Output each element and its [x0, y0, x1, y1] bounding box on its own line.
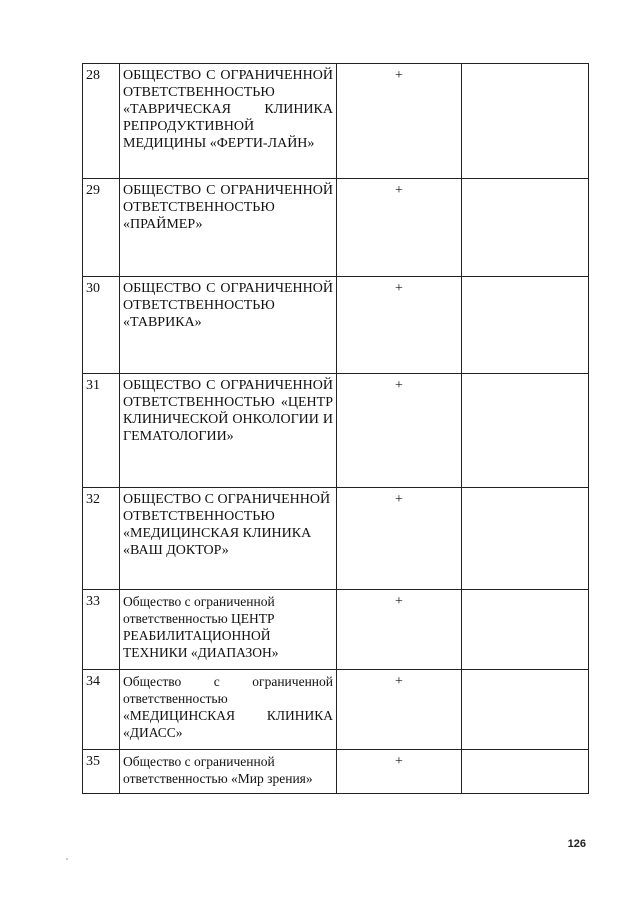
empty-cell	[462, 179, 589, 277]
row-number: 29	[83, 179, 120, 277]
empty-cell	[462, 374, 589, 488]
table-row	[83, 179, 589, 277]
table-row	[83, 750, 589, 794]
row-number: 30	[83, 277, 120, 374]
plus-mark: +	[337, 277, 462, 374]
organization-name: ОБЩЕСТВО С ОГРАНИЧЕННОЙ ОТВЕТСТВЕННОСТЬЮ «ТАВРИКА»	[120, 277, 337, 374]
empty-cell	[462, 64, 589, 179]
row-number: 35	[83, 750, 120, 794]
organization-name: ОБЩЕСТВО С ОГРАНИЧЕННОЙ ОТВЕТСТВЕННОСТЬЮ «ЦЕНТР КЛИНИЧЕСКОЙ ОНКОЛОГИИ И ГЕМАТОЛОГИИ»	[120, 374, 337, 488]
organization-name: ОБЩЕСТВО С ОГРАНИЧЕННОЙ ОТВЕТСТВЕННОСТЬЮ «МЕДИЦИНСКАЯ КЛИНИКА «ВАШ ДОКТОР»	[120, 488, 337, 590]
organizations-table	[82, 63, 589, 794]
organization-name: Общество с ограниченной ответственностью «МЕДИЦИНСКАЯ КЛИНИКА «ДИАСС»	[120, 670, 337, 750]
organization-name: Общество с ограниченной ответственностью ЦЕНТР РЕАБИЛИТАЦИОННОЙ ТЕХНИКИ «ДИАПАЗОН»	[120, 590, 337, 670]
organization-name: ОБЩЕСТВО С ОГРАНИЧЕННОЙ ОТВЕТСТВЕННОСТЬЮ «ТАВРИЧЕСКАЯ КЛИНИКА РЕПРОДУКТИВНОЙ МЕДИЦИНЫ «ФЕРТИ-ЛАЙН»	[120, 64, 337, 179]
table-row	[83, 374, 589, 488]
plus-mark: +	[337, 374, 462, 488]
organization-name: Общество с ограниченной ответственностью «Мир зрения»	[120, 750, 337, 794]
page-number: 126	[567, 838, 586, 850]
plus-mark: +	[337, 179, 462, 277]
empty-cell	[462, 750, 589, 794]
empty-cell	[462, 670, 589, 750]
plus-mark: +	[337, 750, 462, 794]
row-number: 28	[83, 64, 120, 179]
table-row	[83, 488, 589, 590]
row-number: 31	[83, 374, 120, 488]
empty-cell	[462, 488, 589, 590]
plus-mark: +	[337, 590, 462, 670]
row-number: 34	[83, 670, 120, 750]
organization-name: ОБЩЕСТВО С ОГРАНИЧЕННОЙ ОТВЕТСТВЕННОСТЬЮ «ПРАЙМЕР»	[120, 179, 337, 277]
table-row	[83, 277, 589, 374]
scan-speck	[66, 858, 68, 860]
row-number: 33	[83, 590, 120, 670]
plus-mark: +	[337, 64, 462, 179]
table-row	[83, 670, 589, 750]
table-row	[83, 64, 589, 179]
empty-cell	[462, 277, 589, 374]
row-number: 32	[83, 488, 120, 590]
empty-cell	[462, 590, 589, 670]
plus-mark: +	[337, 488, 462, 590]
table-row	[83, 590, 589, 670]
plus-mark: +	[337, 670, 462, 750]
